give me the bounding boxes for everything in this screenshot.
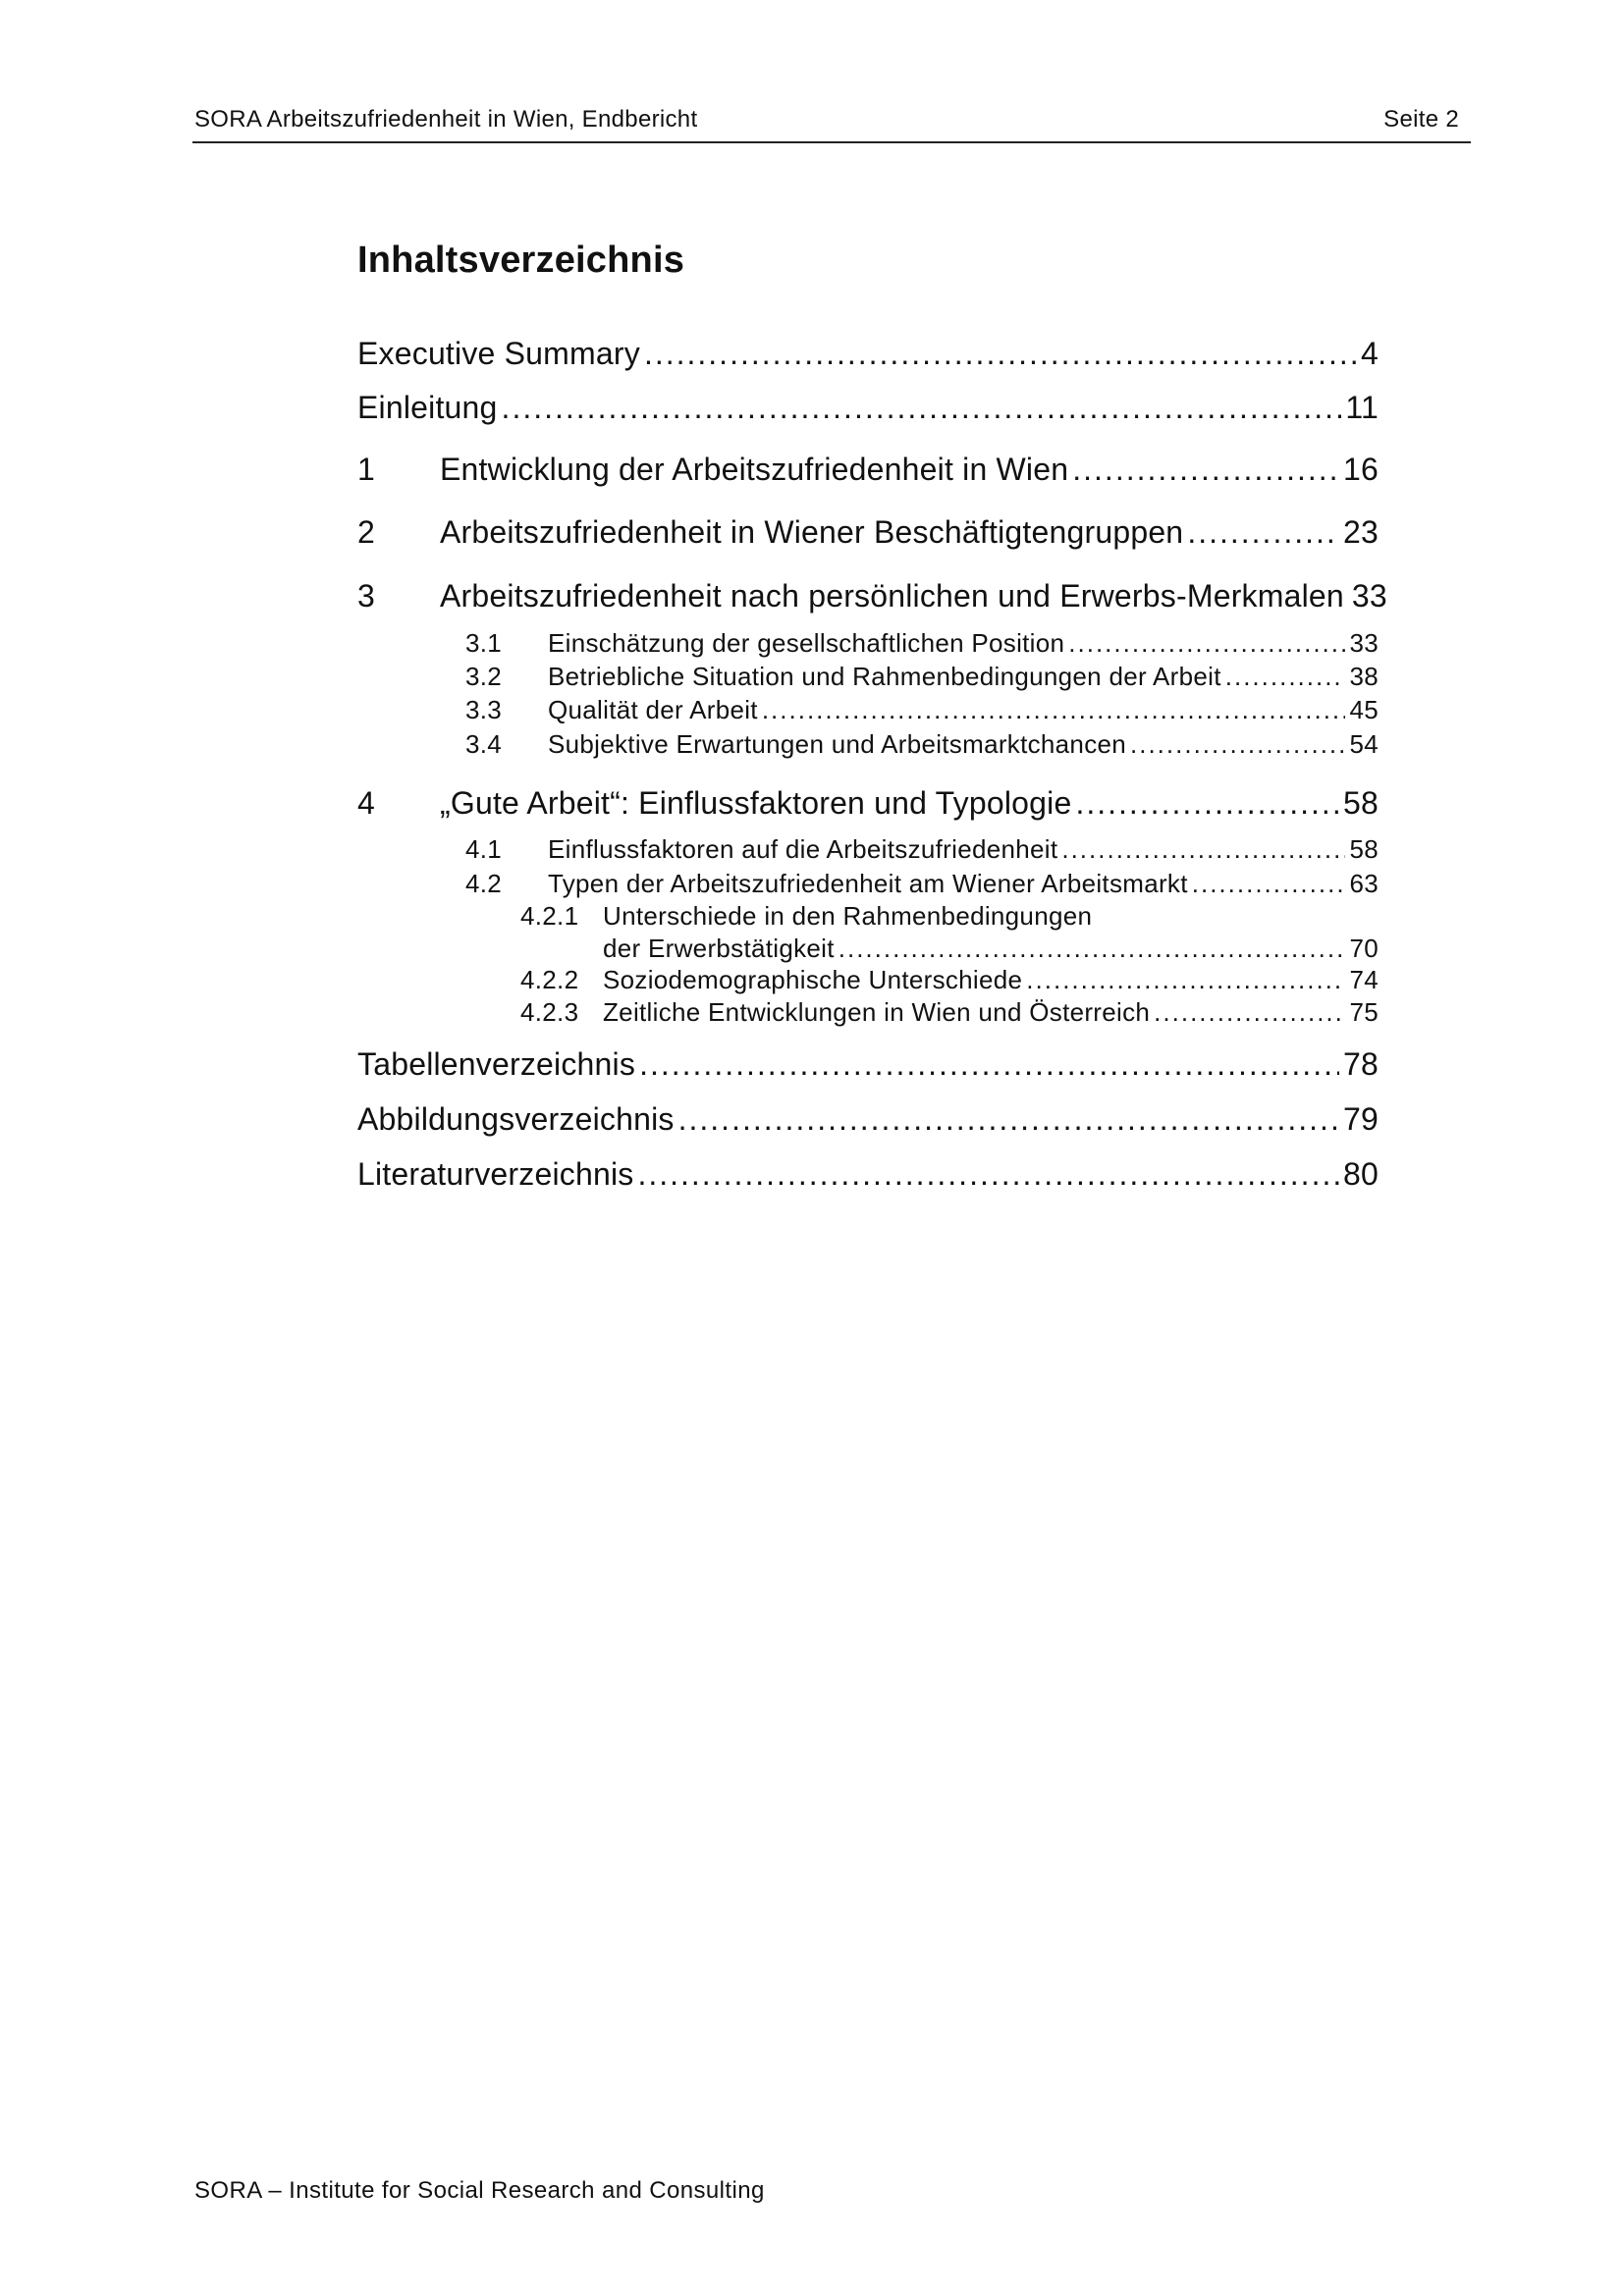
toc-leader [637,1156,1339,1193]
toc-entry-title: Betriebliche Situation und Rahmenbedingungen der Arbeit [548,662,1221,691]
toc-entry-page: 78 [1343,1046,1379,1082]
toc-leader [502,390,1342,426]
toc-leader [678,1101,1339,1138]
toc-entry-page: 11 [1345,390,1379,425]
toc-entry-number: 4.2.3 [520,997,579,1027]
toc-leader [639,1046,1339,1083]
toc-entry-title: Literaturverzeichnis [357,1156,634,1192]
toc-entry-executive-summary[interactable] [357,336,1379,372]
toc-entry-title: Einschätzung der gesellschaftlichen Position [548,628,1065,658]
toc-entry-section-3-3[interactable] [465,695,1379,725]
toc-entry-page: 79 [1343,1101,1379,1137]
toc-leader [1072,452,1339,488]
toc-entry-section-4-1[interactable] [465,834,1379,865]
toc-entry-chapter-4[interactable] [357,785,1379,822]
toc-entry-page: 38 [1349,662,1379,691]
toc-entry-page: 75 [1349,997,1379,1027]
toc-entry-number: 3.4 [465,729,503,759]
toc-entry-number: 4.2 [465,869,503,898]
toc-entry-section-3-4[interactable] [465,729,1379,760]
toc-entry-page: 63 [1349,869,1379,898]
toc-entry-page: 33 [1351,578,1387,614]
toc-entry-page: 58 [1349,834,1379,864]
toc-leader [1068,628,1345,659]
header-page-number: Seite 2 [1383,106,1459,133]
toc-leader [1192,869,1346,899]
toc-entry-title: Soziodemographische Unterschiede [603,965,1023,994]
toc-entry-chapter-2[interactable] [357,514,1379,551]
toc-entry-number: 2 [357,514,375,550]
toc-entry-title: Tabellenverzeichnis [357,1046,636,1082]
toc-entry-subsection-4-2-3[interactable] [520,997,1379,1028]
toc-entry-number: 4.2.2 [520,965,579,994]
toc-entry-number: 1 [357,452,375,487]
toc-entry-title: Einleitung [357,390,498,425]
toc-entry-title: Arbeitszufriedenheit in Wiener Beschäftigtengruppen [440,514,1184,550]
toc-entry-page: 4 [1361,336,1379,371]
toc-entry-number: 4.2.1 [520,901,579,931]
toc-leader [1061,834,1345,865]
toc-leader [839,934,1346,964]
toc-entry-number: 4 [357,785,375,821]
toc-entry-page: 33 [1349,628,1379,658]
toc-leader [1154,997,1345,1028]
toc-entry-title: Zeitliche Entwicklungen in Wien und Österreich [603,997,1151,1027]
toc-entry-title: Arbeitszufriedenheit nach persönlichen und Erwerbs-Merkmalen [440,578,1344,614]
toc-entry-title: Abbildungsverzeichnis [357,1101,675,1137]
toc-entry-title: Subjektive Erwartungen und Arbeitsmarktchancen [548,729,1127,759]
toc-leader [762,695,1346,725]
toc-entry-title: Executive Summary [357,336,640,371]
toc-entry-section-3-1[interactable] [465,628,1379,659]
page-footer: SORA – Institute for Social Research and Consulting [194,2177,765,2204]
toc-leader [1075,785,1339,822]
toc-entry-number: 4.1 [465,834,503,864]
toc-leader [1026,965,1345,995]
toc-entry-page: 45 [1349,695,1379,724]
toc-entry-title: Typen der Arbeitszufriedenheit am Wiener Arbeitsmarkt [548,869,1188,898]
toc-entry-subsection-4-2-2[interactable] [520,965,1379,995]
toc-entry-number: 3.2 [465,662,503,691]
toc-entry-page: 58 [1343,785,1379,821]
toc-entry-number: 3 [357,578,375,614]
toc-entry-page: 70 [1349,934,1379,963]
toc-entry-number: 3.3 [465,695,503,724]
toc-entry-section-4-2[interactable] [465,869,1379,899]
toc-entry-einleitung[interactable] [357,390,1379,426]
toc-entry-page: 54 [1349,729,1379,759]
toc-leader [644,336,1357,372]
toc-entry-tabellenverzeichnis[interactable] [357,1046,1379,1083]
header-document-title: SORA Arbeitszufriedenheit in Wien, Endbericht [194,106,698,133]
toc-entry-literaturverzeichnis[interactable] [357,1156,1379,1193]
toc-heading: Inhaltsverzeichnis [357,240,685,281]
toc-entry-title: Einflussfaktoren auf die Arbeitszufriedenheit [548,834,1058,864]
toc-leader [1130,729,1345,760]
toc-entry-title: „Gute Arbeit“: Einflussfaktoren und Typologie [440,785,1072,821]
toc-entry-number: 3.1 [465,628,503,658]
toc-leader [1225,662,1346,692]
toc-entry-page: 23 [1343,514,1379,550]
toc-leader [1187,514,1339,551]
toc-entry-chapter-1[interactable] [357,452,1379,488]
toc-entry-title: Entwicklung der Arbeitszufriedenheit in Wien [440,452,1069,487]
toc-entry-page: 80 [1343,1156,1379,1192]
toc-entry-page: 16 [1343,452,1379,487]
toc-entry-page: 74 [1349,965,1379,994]
toc-entry-title: Unterschiede in den Rahmenbedingungen [603,901,1093,931]
toc-entry-title: Qualität der Arbeit [548,695,758,724]
page-header [192,102,1471,143]
toc-entry-abbildungsverzeichnis[interactable] [357,1101,1379,1138]
toc-entry-subsection-4-2-1-continued[interactable] [603,934,1379,964]
toc-entry-chapter-3[interactable] [357,578,1387,614]
toc-entry-subsection-4-2-1[interactable] [520,901,1379,932]
toc-entry-title-continued: der Erwerbstätigkeit [603,934,835,963]
toc-entry-section-3-2[interactable] [465,662,1379,692]
